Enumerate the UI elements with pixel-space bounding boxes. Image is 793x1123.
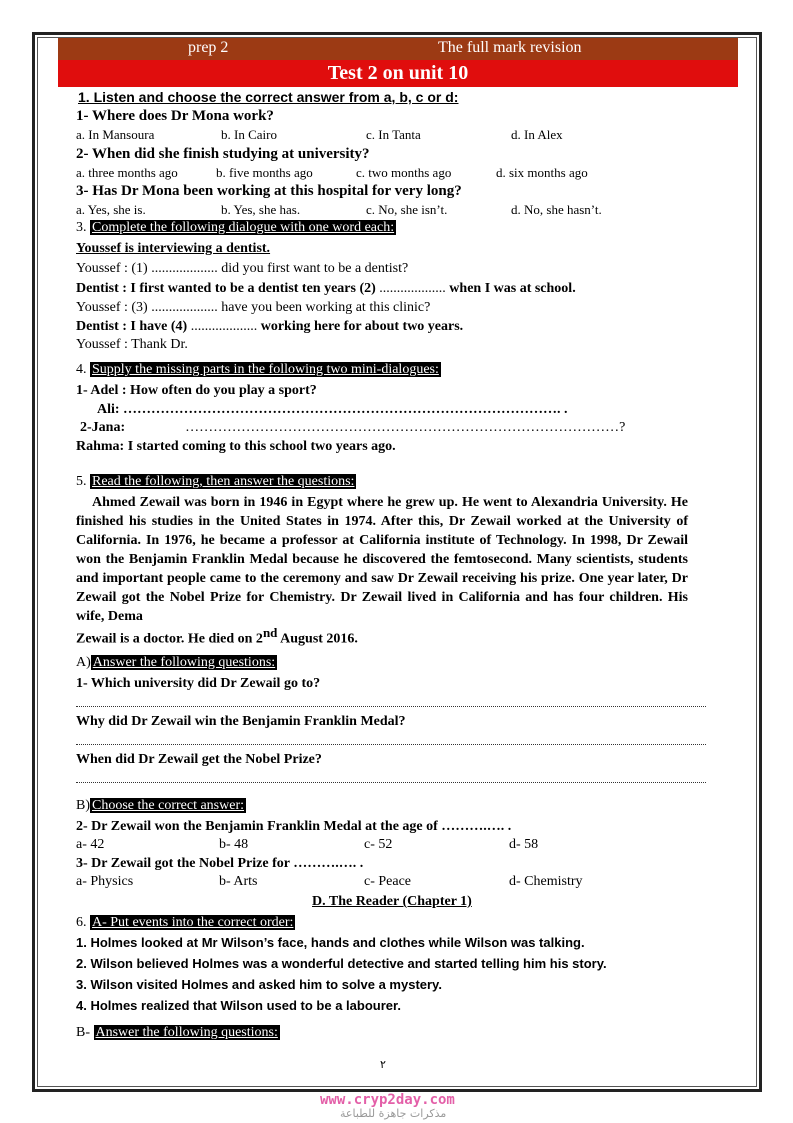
s4-heading-row (76, 362, 441, 378)
s5-a-heading: Answer the following questions: (92, 655, 276, 670)
option[interactable]: c. In Tanta (366, 127, 421, 142)
s3-line2: Dentist : I first wanted to be a dentist ten years (2) ................... when I was at school. (76, 281, 576, 296)
s5-a-heading-row: A) Answer the following questions: (76, 655, 276, 670)
reader-b-heading: Answer the following questions: (95, 1025, 278, 1040)
reader-a-heading: A- Put events into the correct order: (92, 915, 294, 930)
s3-line5: Youssef : Thank Dr. (76, 337, 188, 352)
event-item: 2. Wilson believed Holmes was a wonderful detective and started telling him his story. (76, 956, 607, 971)
s1-q3-options (76, 202, 602, 218)
s4-line2: Ali: …………………………………………………………………………………. . (97, 402, 568, 417)
s1-q2: 2- When did she finish studying at university? (76, 146, 370, 162)
s5-qb3-options (76, 874, 583, 890)
option[interactable]: b. Yes, she has. (221, 202, 301, 217)
s5-qb2-options (76, 837, 538, 853)
s5-b-heading: Choose the correct answer: (92, 798, 244, 813)
event-item: 3. Wilson visited Holmes and asked him to solve a mystery. (76, 977, 442, 992)
watermark-tagline: مذكرات جاهزة للطباعة (340, 1107, 447, 1120)
s4-line1: 1- Adel : How often do you play a sport? (76, 383, 317, 398)
option[interactable]: b. In Cairo (221, 127, 277, 142)
s3-line4: Dentist : I have (4) ................... working here for about two years. (76, 319, 464, 334)
reader-title: D. The Reader (Chapter 1) (312, 894, 472, 909)
option[interactable]: b. five months ago (216, 165, 313, 180)
answer-line[interactable] (76, 706, 706, 707)
option[interactable]: d. In Alex (511, 127, 563, 142)
reading-passage: Ahmed Zewail was born in 1946 in Egypt where he grew up. He went to Alexandria University. He finished his studies in the United States in 1974. After this, Dr Zewail worked at the University of California. In 1976, he became a professor at California institute of Technology. In 1998, Dr Zewail won the Benjamin Franklin Medal because he discovered the femtosecond. Many scientists, students and important people came to the ceremony and saw Dr Zewail receiving his prize. One year later, Dr Zewail got the Nobel Prize for Chemistry. Dr Zewail lived in California and has four children. His wife, Dema (76, 495, 688, 624)
s3-line1: Youssef : (1) ................... did you first want to be a dentist? (76, 261, 409, 276)
header-subtitle: The full mark revision (438, 39, 582, 56)
s5-number: 5. (76, 474, 87, 489)
option[interactable]: c- Peace (364, 874, 412, 889)
s4-heading: Supply the missing parts in the following two mini-dialogues: (92, 362, 439, 377)
s3-line3: Youssef : (3) ................... have you been working at this clinic? (76, 300, 431, 315)
option[interactable]: c. No, she isn’t. (366, 202, 448, 217)
option[interactable]: a. In Mansoura (76, 127, 155, 142)
header-level: prep 2 (188, 39, 229, 56)
s5-qa3: When did Dr Zewail get the Nobel Prize? (76, 752, 322, 767)
option[interactable]: a. three months ago (76, 165, 178, 180)
option[interactable]: a. Yes, she is. (76, 202, 146, 217)
option[interactable]: a- Physics (76, 874, 134, 889)
option[interactable]: d- Chemistry (509, 874, 583, 889)
option[interactable]: c- 52 (364, 837, 393, 852)
s4-number: 4. (76, 362, 87, 377)
header-bar (58, 38, 738, 60)
page-title: Test 2 on unit 10 (58, 60, 738, 87)
s5-b-heading-row: B) Choose the correct answer: (76, 798, 244, 813)
s3-subheading: Youssef is interviewing a dentist. (76, 241, 271, 256)
s5-qb2: 2- Dr Zewail won the Benjamin Franklin Medal at the age of ……….…. . (76, 819, 512, 834)
s5-heading: Read the following, then answer the questions: (92, 474, 355, 489)
reader-b-heading-row: B- Answer the following questions: (76, 1025, 278, 1040)
s3-heading: Complete the following dialogue with one word each: (92, 220, 395, 235)
s1-q1-options (76, 127, 563, 143)
s5-heading-row (76, 474, 356, 490)
s5-qa1: 1- Which university did Dr Zewail go to? (76, 676, 321, 691)
s5-qa2: Why did Dr Zewail win the Benjamin Franklin Medal? (76, 714, 406, 729)
option[interactable]: b- 48 (219, 837, 249, 852)
reader-a-heading-row: 6. A- Put events into the correct order: (76, 915, 294, 930)
option[interactable]: c. two months ago (356, 165, 452, 180)
option[interactable]: d. six months ago (496, 165, 588, 180)
option[interactable]: a- 42 (76, 837, 105, 852)
s1-q1: 1- Where does Dr Mona work? (76, 108, 274, 124)
s3-number: 3. (76, 220, 87, 235)
event-item: 4. Holmes realized that Wilson used to be a labourer. (76, 998, 401, 1013)
answer-line[interactable] (76, 782, 706, 783)
answer-line[interactable] (76, 744, 706, 745)
s1-q2-options (76, 165, 588, 181)
page-number: ٢ (380, 1059, 386, 1071)
s1-q3: 3- Has Dr Mona been working at this hospital for very long? (76, 183, 462, 199)
event-item: 1. Holmes looked at Mr Wilson’s face, hands and clothes while Wilson was talking. (76, 935, 585, 950)
s1-heading: 1. Listen and choose the correct answer from a, b, c or d: (78, 89, 459, 105)
s4-line4: Rahma: I started coming to this school two years ago. (76, 439, 396, 454)
passage-last-line: Zewail is a doctor. He died on 2nd August 2016. (76, 625, 358, 647)
s4-line3: 2-Jana: …………………………………………………………………………………? (80, 420, 626, 435)
option[interactable]: d. No, she hasn’t. (511, 202, 602, 217)
option[interactable]: b- Arts (219, 874, 258, 889)
watermark-url[interactable]: www.cryp2day.com (320, 1092, 455, 1108)
s5-qb3: 3- Dr Zewail got the Nobel Prize for ……….…. . (76, 856, 364, 871)
s3-heading-row (76, 220, 396, 236)
option[interactable]: d- 58 (509, 837, 539, 852)
